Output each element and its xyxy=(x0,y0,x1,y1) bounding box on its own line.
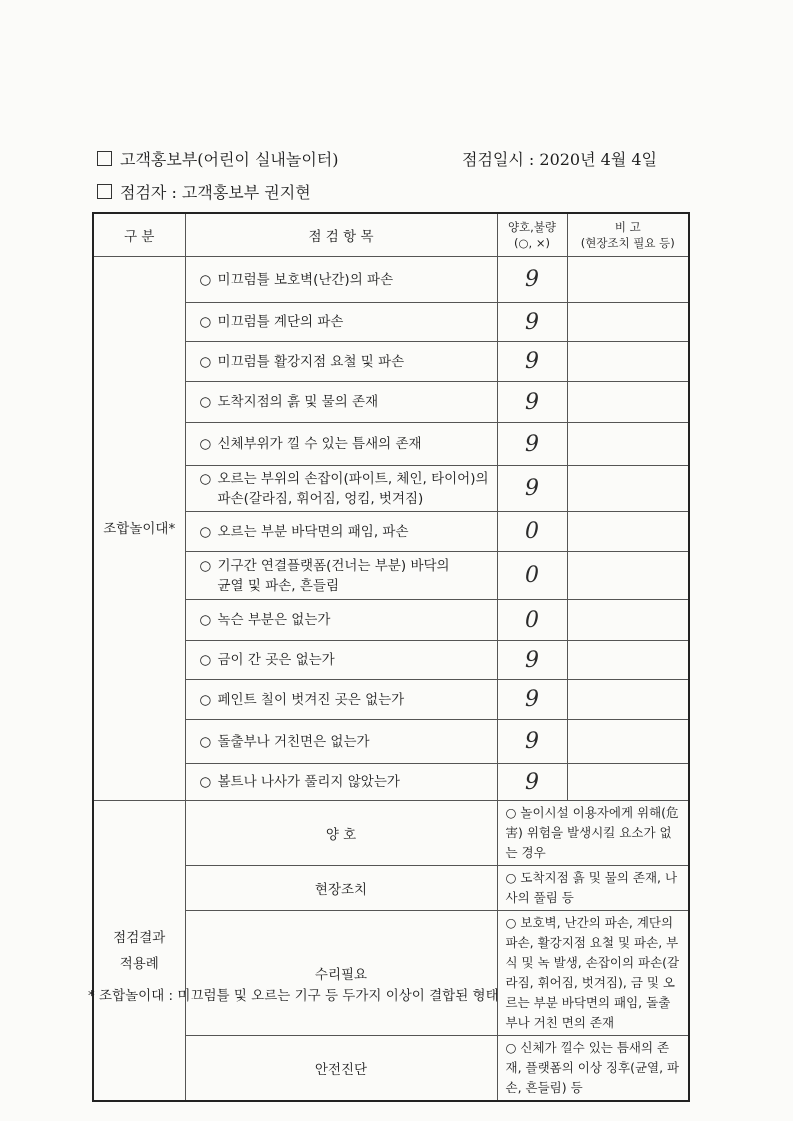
bullet-circle-icon: ○ xyxy=(199,733,212,750)
note-cell xyxy=(567,382,689,423)
check-item xyxy=(185,641,497,680)
bullet-circle-icon: ○ xyxy=(199,353,212,370)
check-item-line1: 기구간 연결플랫폼(건너는 부분) 바닥의 xyxy=(217,557,450,574)
result-label: 안전진단 xyxy=(185,1036,497,1102)
col-result-header xyxy=(497,213,567,257)
col-note-header xyxy=(567,213,689,257)
checkbox-square-icon xyxy=(97,184,112,199)
note-cell xyxy=(567,423,689,466)
bullet-circle-icon: ○ xyxy=(199,691,212,708)
check-item-line1: 볼트나 나사가 풀리지 않았는가 xyxy=(217,774,400,790)
check-item xyxy=(185,382,497,423)
check-item-line2: 파손(갈라짐, 휘어짐, 엉킴, 벗겨짐) xyxy=(217,490,424,507)
col-item-header: 점 검 항 목 xyxy=(185,213,497,257)
note-cell xyxy=(567,257,689,303)
check-item-line1: 미끄럼틀 보호벽(난간)의 파손 xyxy=(217,271,394,288)
result-label: 양 호 xyxy=(185,801,497,866)
inspection-date: 점검일시 : 2020년 4월 4일 xyxy=(462,150,658,169)
result-mark: 0 xyxy=(497,512,567,552)
bullet-circle-icon: ○ xyxy=(199,470,212,487)
check-item-line1: 신체부위가 낄 수 있는 틈새의 존재 xyxy=(217,436,422,452)
check-item xyxy=(185,466,497,512)
result-mark: 9 xyxy=(497,680,567,720)
result-label: 현장조치 xyxy=(185,866,497,911)
result-mark: 0 xyxy=(497,600,567,641)
note-cell xyxy=(567,680,689,720)
col-note-header-bottom: (현장조치 필요 등) xyxy=(580,236,675,250)
check-item-line1: 금이 간 곳은 없는가 xyxy=(217,652,335,668)
check-item-line1: 돌출부나 거친면은 없는가 xyxy=(217,733,370,750)
col-category-header: 구 분 xyxy=(93,213,185,257)
result-mark: 9 xyxy=(497,466,567,512)
check-item xyxy=(185,764,497,801)
check-item-line1: 페인트 칠이 벗겨진 곳은 없는가 xyxy=(217,691,405,708)
col-result-header-top: 양호,불량 xyxy=(507,220,557,234)
result-description: ○ 보호벽, 난간의 파손, 계단의 파손, 활강지점 요철 및 파손, 부식 및 녹 발생, 손잡이의 파손(갈라짐, 휘어짐, 벗겨짐), 금 및 오르는 부분 바닥면의 패임, 돌출부나 거친 면의 존재 xyxy=(497,911,689,1036)
bullet-circle-icon: ○ xyxy=(199,271,212,288)
result-mark: 9 xyxy=(497,641,567,680)
result-description: ○ 놀이시설 이용자에게 위해(危害) 위험을 발생시킬 요소가 없는 경우 xyxy=(497,801,689,866)
bullet-circle-icon: ○ xyxy=(199,436,212,452)
check-item xyxy=(185,680,497,720)
result-mark: 9 xyxy=(497,257,567,303)
check-item-line1: 오르는 부위의 손잡이(파이트, 체인, 타이어)의 xyxy=(217,470,489,487)
check-item xyxy=(185,342,497,382)
result-mark: 0 xyxy=(497,552,567,600)
bullet-circle-icon: ○ xyxy=(199,652,212,668)
result-mark: 9 xyxy=(497,764,567,801)
note-cell xyxy=(567,641,689,680)
check-item xyxy=(185,303,497,342)
bullet-circle-icon: ○ xyxy=(199,557,212,574)
header-line-inspector xyxy=(97,180,311,203)
check-item xyxy=(185,552,497,600)
result-category-cell: 점검결과 적용례 xyxy=(93,801,185,1102)
check-item xyxy=(185,257,497,303)
check-item-line1: 미끄럼틀 계단의 파손 xyxy=(217,314,344,330)
bullet-circle-icon: ○ xyxy=(199,394,212,410)
check-item xyxy=(185,600,497,641)
check-item xyxy=(185,512,497,552)
result-mark: 9 xyxy=(497,720,567,764)
note-cell xyxy=(567,466,689,512)
result-mark: 9 xyxy=(497,382,567,423)
check-item-line1: 오르는 부분 바닥면의 패임, 파손 xyxy=(217,523,409,540)
table-header-row xyxy=(93,213,689,257)
bullet-circle-icon: ○ xyxy=(199,774,212,790)
inspector-label: 점검자 : 고객홍보부 권지현 xyxy=(120,183,311,202)
note-cell xyxy=(567,764,689,801)
note-cell xyxy=(567,512,689,552)
category-cell: 조합놀이대* xyxy=(93,257,185,801)
header-line-facility xyxy=(97,147,339,170)
check-item-line1: 도착지점의 흙 및 물의 존재 xyxy=(217,394,379,410)
facility-label: 고객홍보부(어린이 실내놀이터) xyxy=(120,150,339,169)
result-mark: 9 xyxy=(497,303,567,342)
footnote: * 조합놀이대 : 미끄럼틀 및 오르는 기구 등 두가지 이상이 결합된 형태 xyxy=(88,988,499,1004)
note-cell xyxy=(567,342,689,382)
result-label: 수리필요 xyxy=(185,911,497,1036)
result-row xyxy=(93,801,689,866)
result-description: ○ 신체가 낄수 있는 틈새의 존재, 플랫폼의 이상 징후(균열, 파손, 흔들림) 등 xyxy=(497,1036,689,1102)
result-mark: 9 xyxy=(497,423,567,466)
check-item-line1: 미끄럼틀 활강지점 요철 및 파손 xyxy=(217,353,405,370)
note-cell xyxy=(567,720,689,764)
result-description: ○ 도착지점 흙 및 물의 존재, 나사의 풀림 등 xyxy=(497,866,689,911)
result-mark: 9 xyxy=(497,342,567,382)
table-row xyxy=(93,257,689,303)
note-cell xyxy=(567,552,689,600)
note-cell xyxy=(567,303,689,342)
checkbox-square-icon xyxy=(97,151,112,166)
bullet-circle-icon: ○ xyxy=(199,523,212,540)
check-item-line2: 균열 및 파손, 흔들림 xyxy=(217,577,339,594)
col-note-header-top: 비 고 xyxy=(614,220,641,234)
check-item xyxy=(185,720,497,764)
col-result-header-bottom: (○, ×) xyxy=(514,236,550,250)
note-cell xyxy=(567,600,689,641)
inspection-table xyxy=(92,212,690,1102)
bullet-circle-icon: ○ xyxy=(199,612,212,628)
check-item xyxy=(185,423,497,466)
bullet-circle-icon: ○ xyxy=(199,314,212,330)
check-item-line1: 녹슨 부분은 없는가 xyxy=(217,612,331,628)
